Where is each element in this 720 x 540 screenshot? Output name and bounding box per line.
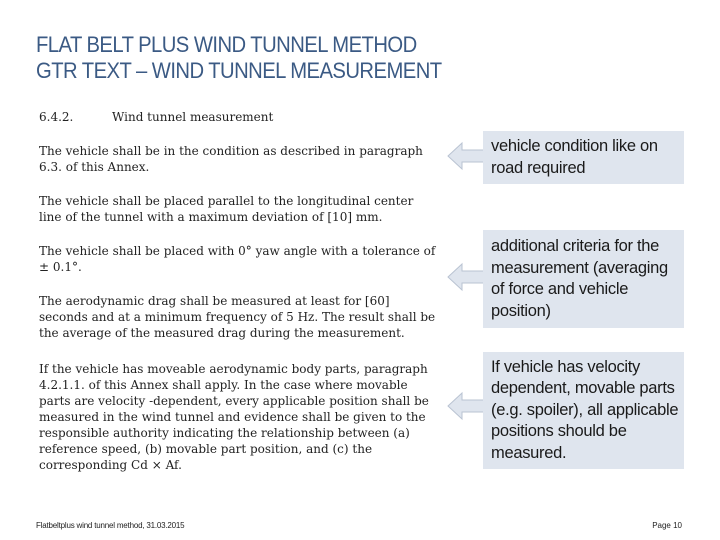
paragraph-vehicle-alignment: The vehicle shall be placed parallel to the longitudinal center line of the tunnel with a maximum deviation of [10] mm. [39,194,414,224]
paragraph-yaw-angle: The vehicle shall be placed with 0° yaw angle with a tolerance of ± 0.1°. [39,244,436,274]
slide-title-line-1: FLAT BELT PLUS WIND TUNNEL METHOD [36,32,417,57]
left-arrow-icon [447,141,485,171]
callout-measurement-criteria-text: additional criteria for the measurement (averaging of force and vehicle position) [491,237,668,320]
callout-condition-text: vehicle condition like on road required [491,137,658,177]
callout-condition [483,131,684,184]
footer-document-info: Flatbeltplus wind tunnel method, 31.03.2015 [36,521,185,530]
paragraph-vehicle-condition: The vehicle shall be in the condition as described in paragraph 6.3. of this Annex. [39,144,423,174]
slide-title-line-2: GTR TEXT – WIND TUNNEL MEASUREMENT [36,58,442,83]
left-arrow-icon [447,391,485,421]
callout-movable-parts-text: If vehicle has velocity dependent, movable parts (e.g. spoiler), all applicable positions should be measured. [491,357,679,462]
callout-measurement-criteria [483,230,684,328]
callout-movable-parts [483,352,684,469]
footer-page-number: Page 10 [652,521,682,530]
left-arrow-icon [447,262,485,292]
slide-title [36,32,442,84]
paragraph-moveable-parts: If the vehicle has moveable aerodynamic body parts, paragraph 4.2.1.1. of this Annex shall apply. In the case where movable parts are velocity -dependent, every applicable position shall be measured in the wind tunnel and evidence shall be given to the responsible authority indicating the relationship between (a) reference speed, (b) movable part position, and (c) the corresponding Cd × Af. [39,362,429,472]
section-number: 6.4.2. [39,110,74,124]
section-label: Wind tunnel measurement [112,110,274,124]
paragraph-drag-measurement: The aerodynamic drag shall be measured at least for [60] seconds and at a minimum frequency of 5 Hz. The result shall be the average of the measured drag during the measurement. [39,294,436,340]
